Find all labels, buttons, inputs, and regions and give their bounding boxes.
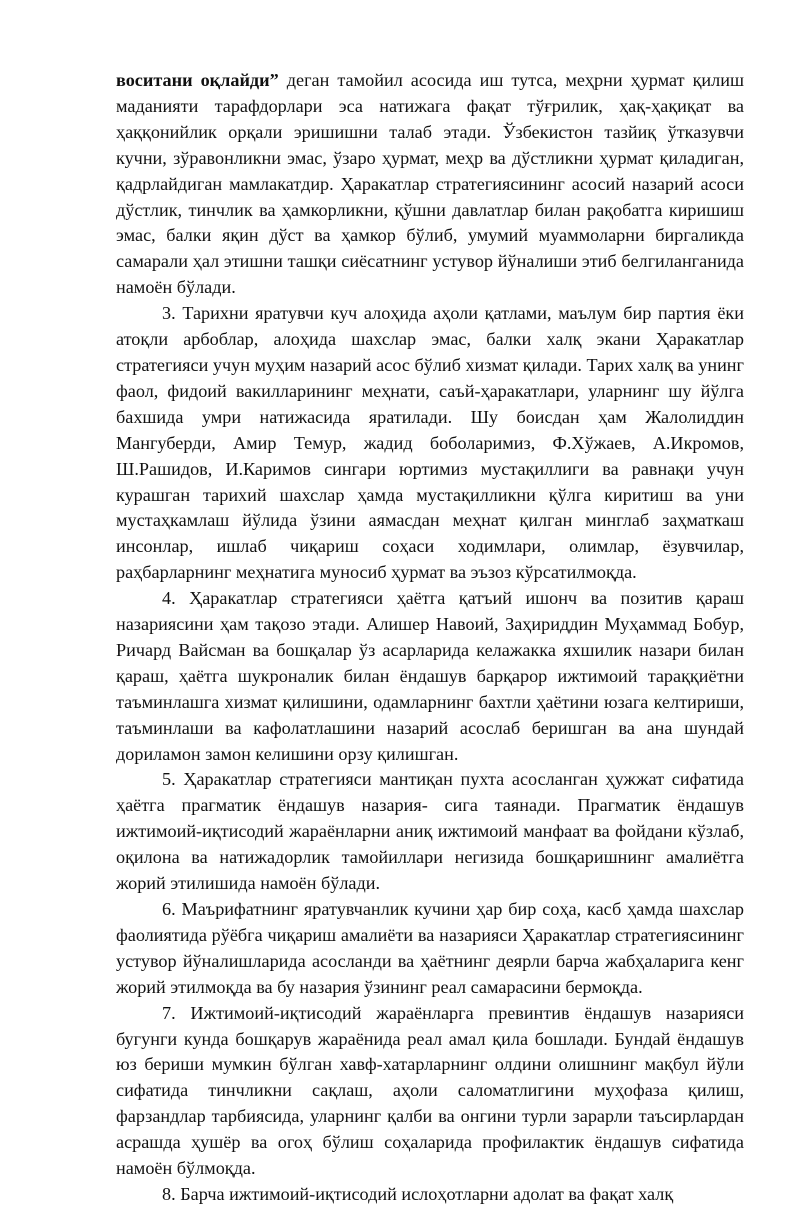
- bold-lead-text: воситани оқлайди”: [116, 70, 279, 90]
- paragraph-4: 4. Ҳаракатлар стратегияси ҳаётга қатъий ишонч ва позитив қараш назариясини ҳам тақозо этади. Алишер Навоий, Заҳириддин Муҳаммад Бобур, Ричард Вайсман ва бошқалар ўз асарларида келажакка яхшилик назари билан қараш, ҳаётга шукроналик билан ёндашув барқарор ижтимоий тараққиётни таъминлашга хизмат қилишини, одамларнинг бахтли ҳаётини юзага келтириши, таъминлаши ва кафолатлашини назарий асослаб беришган ва ана шундай дориламон замон келишини орзу қилишган.: [116, 588, 744, 764]
- paragraph-7: 7. Ижтимоий-иқтисодий жараёнларга превинтив ёндашув назарияси бугунги кунда бошқарув жараёнида реал амал қила бошлади. Бундай ёндашув юз бериши мумкин бўлган хавф-хатарларнинг олдини олишнинг мақбул йўли сифатида тинчликни сақлаш, аҳоли саломатлигини муҳофаза қилиш, фарзандлар тарбиясида, уларнинг қалби ва онгини турли зарарли таъсирлардан асрашда ҳушёр ва огоҳ бўлиш соҳаларида профилактик ёндашув сифатида намоён бўлмоқда.: [116, 1002, 744, 1179]
- paragraph-5: 5. Ҳаракатлар стратегияси мантиқан пухта асосланган ҳужжат сифатида ҳаётга прагматик ёндашув назария- сига таянади. Прагматик ёндашув ижтимоий-иқтисодий жараёнларни аниқ ижтимоий манфаат ва фойдани кўзлаб, оқилона ва натижадорлик тамойиллари негизида бошқаришнинг амалиётга жорий этилишида намоён бўлади.: [116, 769, 744, 894]
- paragraph-continuation: [116, 68, 744, 301]
- paragraph-8: 8. Барча ижтимоий-иқтисодий ислоҳотларни адолат ва фақат халқ: [162, 1183, 674, 1204]
- paragraph-3: 3. Тарихни яратувчи куч алоҳида аҳоли қатлами, маълум бир партия ёки атоқли арбоблар, алоҳида шахслар эмас, балки халқ экани Ҳаракатлар стратегияси учун муҳим назарий асос бўлиб хизмат қилади. Тарих халқ ва унинг фаол, фидоий вакилларининг меҳнати, саъй-ҳаракатлари, уларнинг шу йўлга бахшида умри натижасида яратилади. Шу боисдан ҳам Жалолиддин Мангуберди, Амир Темур, жадид боболаримиз, Ф.Хўжаев, А.Икромов, Ш.Рашидов, И.Каримов сингари юртимиз мустақиллиги ва равнақи учун курашган тарихий шахслар ҳамда мустақилликни қўлга киритиш ва уни мустаҳкамлаш йўлида ўзини аямасдан меҳнат қилган минглаб заҳматкаш инсонлар, ишлаб чиқариш соҳаси ходимлари, олимлар, ёзувчилар, раҳбарларнинг меҳнатига муносиб ҳурмат ва эъзоз кўрсатилмоқда.: [116, 303, 744, 583]
- paragraph-text: деган тамойил асосида иш тутса, меҳрни ҳурмат қилиш маданияти тарафдорлари эса натижага фақат тўғрилик, ҳақ-ҳақиқат ва ҳаққонийлик орқали эришишни талаб этади. Ўзбекистон тазйиқ ўтказувчи кучни, зўравонликни эмас, ўзаро ҳурмат, меҳр ва дўстликни ҳурмат қиладиган, қадрлайдиган мамлакатдир. Ҳаракатлар стратегиясининг асосий назарий асоси дўстлик, тинчлик ва ҳамкорликни, қўшни давлатлар билан рақобатга киришиш эмас, балки яқин дўст ва ҳамкор бўлиб, умумий муаммоларни биргаликда самарали ҳал этишни ташқи сиёсатнинг устувор йўналиши этиб белгиланганида намоён бўлади.: [116, 70, 744, 298]
- paragraph-6: 6. Маърифатнинг яратувчанлик кучини ҳар бир соҳа, касб ҳамда шахслар фаолиятида рўёбга чиқариш амалиёти ва назарияси Ҳаракатлар стратегиясининг устувор йўналишларида асосланди ва ҳаётнинг деярли барча жабҳаларига кенг жорий этилмоқда ва бу назария ўзининг реал самарасини бермоқда.: [116, 899, 744, 997]
- document-body: [116, 68, 744, 1208]
